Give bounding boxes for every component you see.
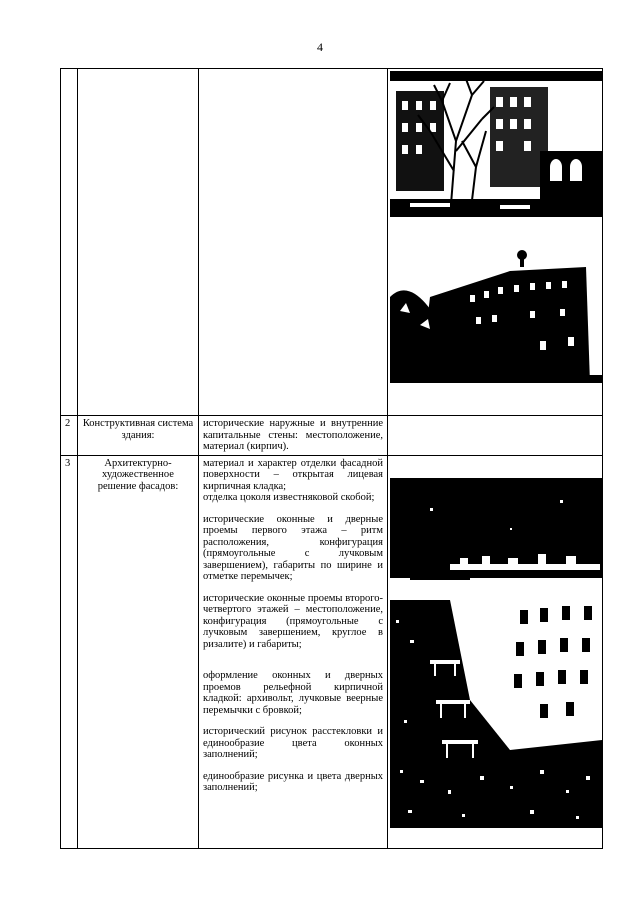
description-paragraph: оформление оконных и дверных проемов рельефной кирпичной кладкой: архивольт, лучковые веерные перемычки с бровкой; — [203, 670, 383, 716]
photo-building-dark-silhouette — [390, 237, 602, 383]
element-name-cell — [78, 69, 199, 416]
element-name-cell: Архитектурно-художественное решение фасадов: — [78, 455, 199, 848]
description-paragraph: исторические оконные и дверные проемы первого этажа – ритм расположения, конфигурация (прямоугольные с лучковым завершением), габариты по ширине и отметке перемычек; — [203, 513, 383, 582]
photo-facade-dark-sky — [390, 478, 602, 586]
photo-cell — [388, 416, 603, 456]
description-cell — [199, 416, 388, 456]
row-number-cell: 2 — [61, 416, 78, 456]
description-cell — [199, 69, 388, 416]
photo-building-bare-trees — [390, 71, 602, 217]
description-paragraph: материал и характер отделки фасадной поверхности – открытая лицевая кирпичная кладка; — [203, 457, 383, 492]
description-cell — [199, 455, 388, 848]
description-paragraph: исторический рисунок расстекловки и единообразие цвета оконных заполнений; — [203, 726, 383, 760]
element-name-cell: Конструктивная система здания: — [78, 416, 199, 456]
photo-facade-balconies — [390, 600, 602, 828]
row-number-cell: 3 — [61, 455, 78, 848]
table-row — [61, 455, 603, 848]
page-number: 4 — [317, 40, 323, 54]
photo-cell — [388, 455, 603, 848]
photo-cell — [388, 69, 603, 416]
table-row — [61, 69, 603, 416]
description-paragraph: отделка цоколя известняковой скобой; — [203, 492, 375, 503]
description-paragraph: исторические оконные проемы второго-четвертого этажей – местоположение, конфигурация (прямоугольные с лучковым завершением, круглое в ризалите) и габариты; — [203, 592, 383, 650]
table-row — [61, 416, 603, 456]
monument-subject-table — [60, 68, 603, 849]
description-paragraph: исторические наружные и внутренние капитальные стены: местоположение, материал (кирпич). — [203, 418, 383, 452]
row-number-cell — [61, 69, 78, 416]
description-paragraph: единообразие рисунка и цвета дверных заполнений; — [203, 770, 383, 793]
